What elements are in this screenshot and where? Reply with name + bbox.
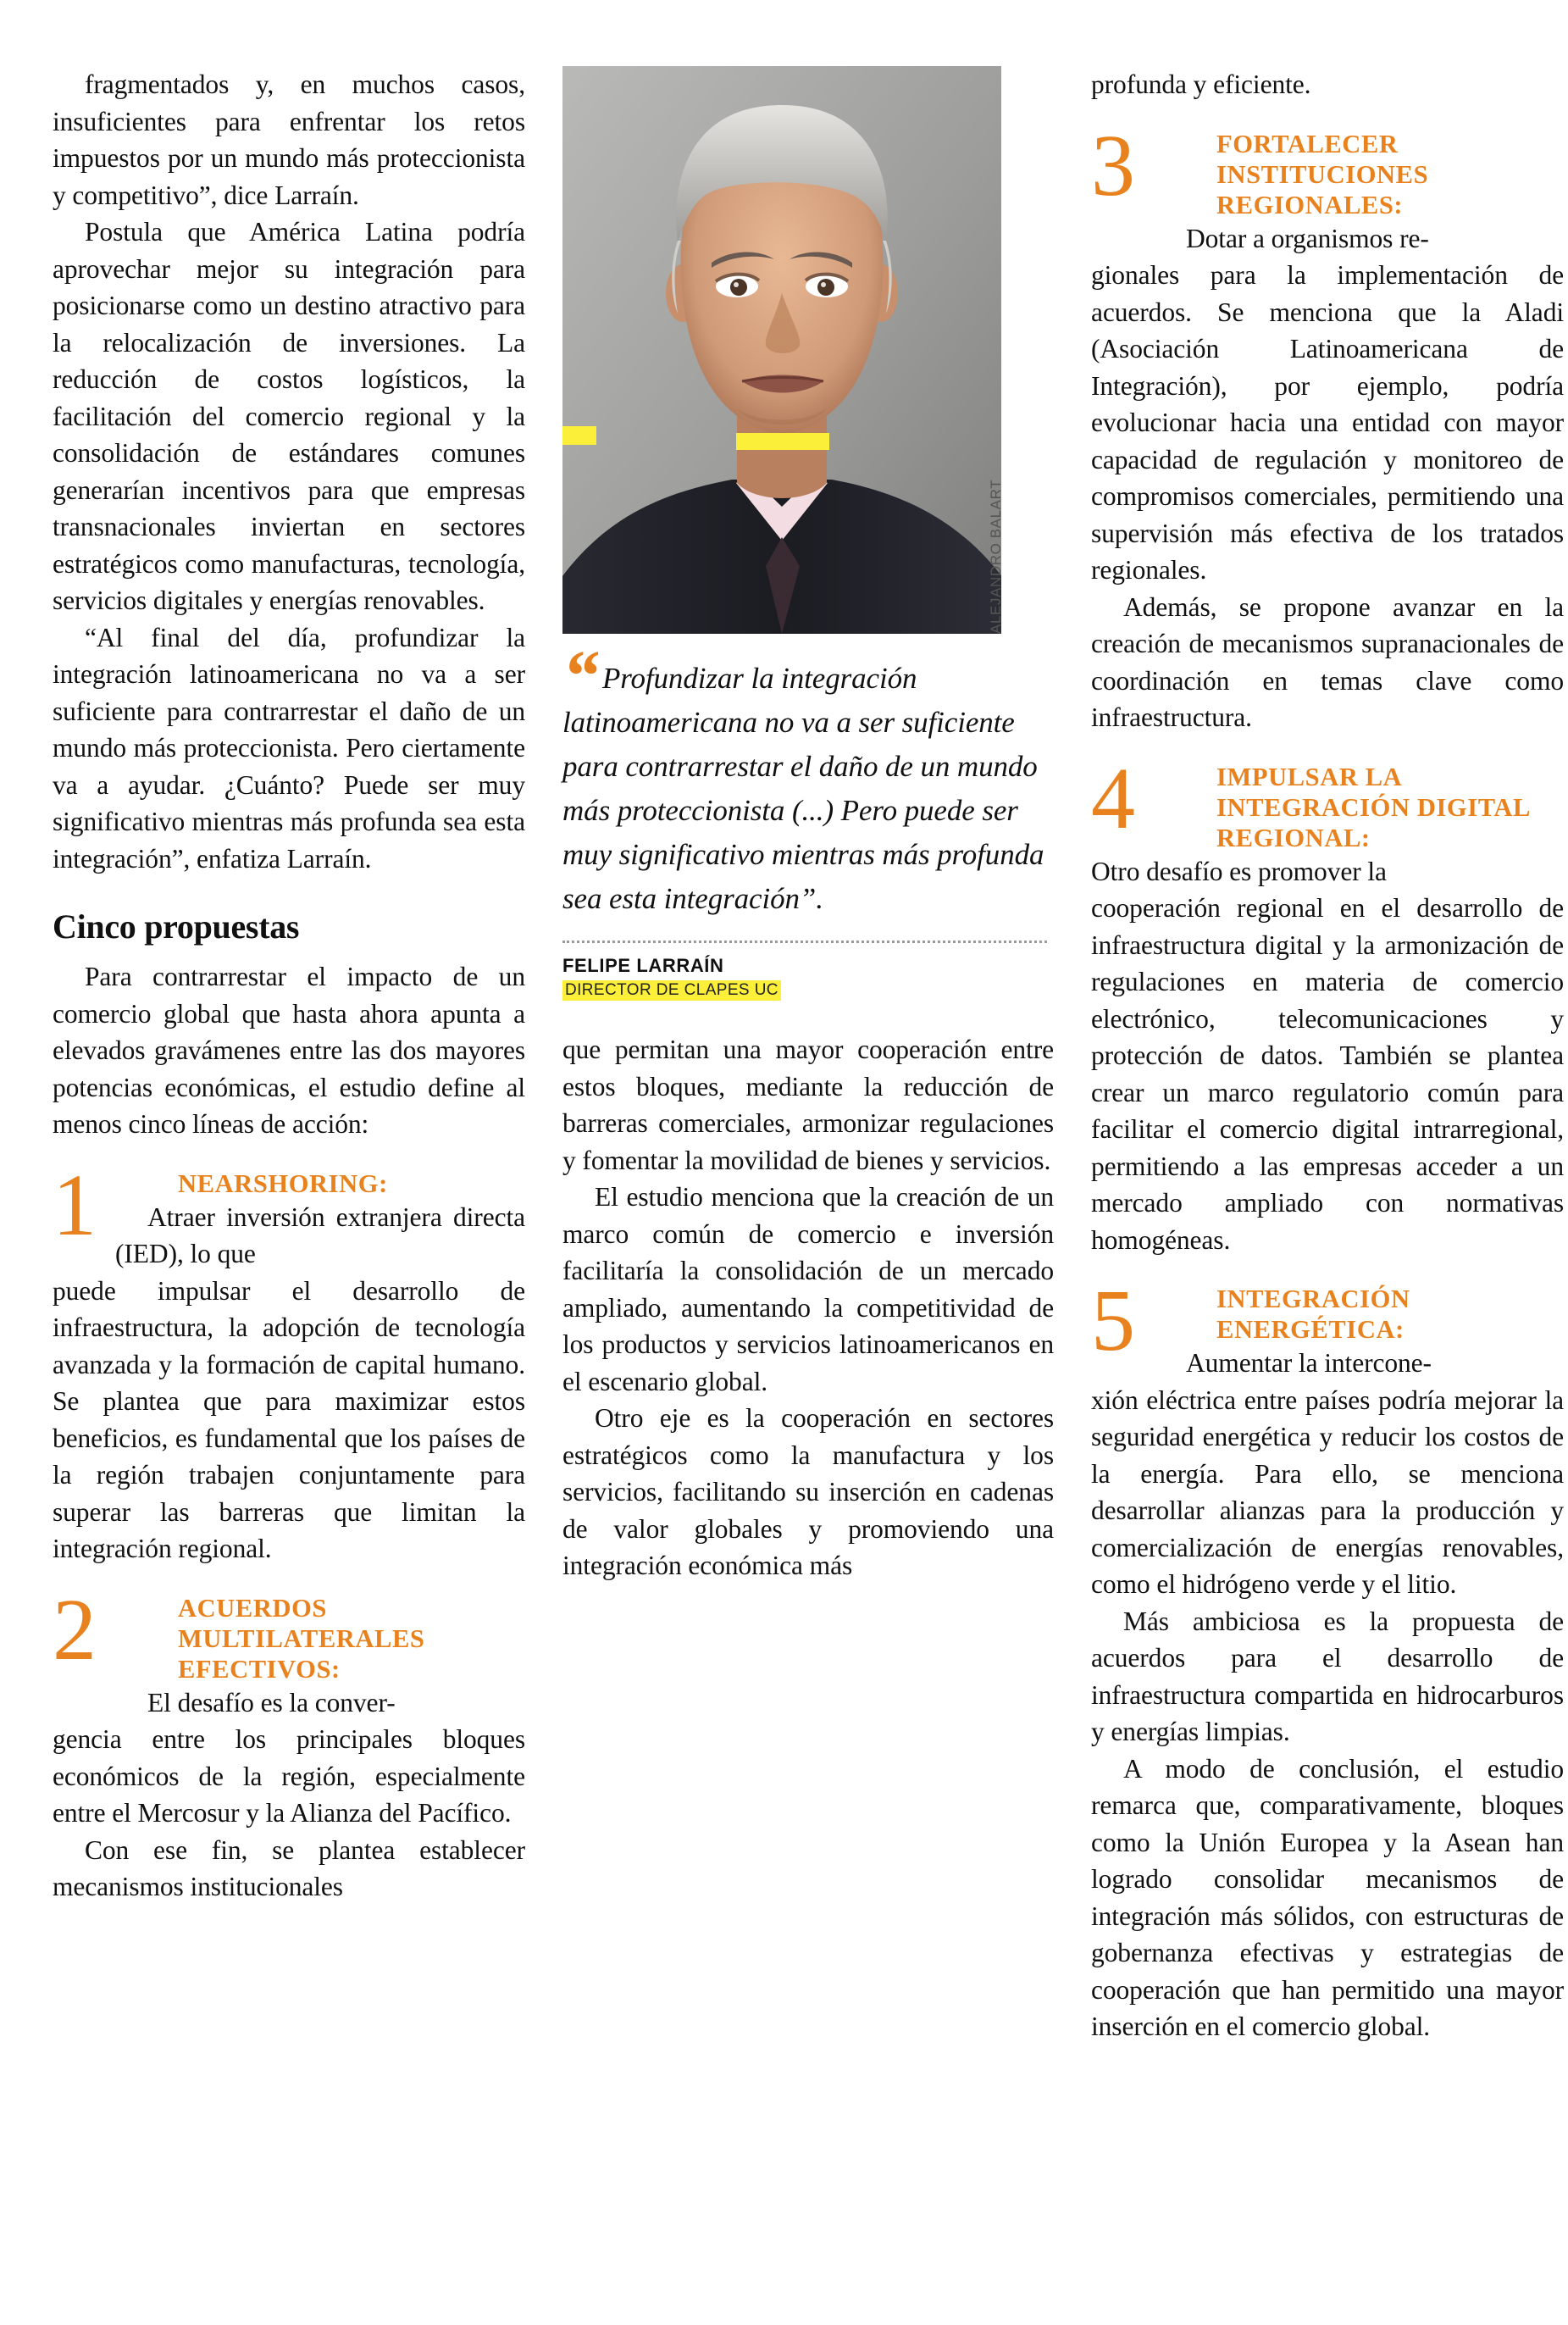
section-title: Cinco propuestas	[53, 907, 300, 946]
dotted-divider	[562, 940, 1047, 943]
paragraph: El estudio menciona que la creación de un marco común de comercio e inversión facilitaría la consolidación de un mercado ampliado, aumentando la competitividad de los productos y servicios latinoamericanos en el escenario global.	[562, 1182, 1054, 1396]
proposal-head-wrap	[53, 1168, 525, 1273]
proposal-number: 1	[53, 1156, 97, 1254]
proposal-number: 2	[53, 1580, 97, 1679]
proposal-item-5	[1091, 1272, 1564, 2045]
proposal-lead: Dotar a organismos re-	[1186, 223, 1429, 253]
proposal-body-2: Con ese fin, se plantea establecer mecanismos institucionales	[53, 1834, 525, 1901]
proposal-heading: NEARSHORING:	[178, 1168, 388, 1198]
proposal-body-2: Más ambiciosa es la propuesta de acuerdos para el desarrollo de infraestructura compartida en hidrocarburos y energías limpias.	[1091, 1606, 1564, 1746]
proposal-body-3: A modo de conclusión, el estudio remarca que, comparativamente, bloques como la Unión Europea y la Asean han logrado consolidar mecanismos de integración más sólidos, con estructuras de gobernanza efectivas y estrategias de cooperación que han permitido una mayor inserción en el comercio global.	[1091, 1753, 1564, 2041]
highlight-mark-right	[736, 433, 829, 450]
proposal-body: xión eléctrica entre países podría mejorar la seguridad energética y reducir los costos de la energía. Para ello, se menciona desarrollar alianzas para la producción y comercialización de energías renovables, como el hidrógeno verde y el litio.	[1091, 1384, 1564, 1599]
proposal-number: 5	[1091, 1272, 1135, 1369]
proposal-head-wrap	[1091, 129, 1564, 258]
paragraph: Otro eje es la cooperación en sectores estratégicos como la manufactura y los servicios, facilitando su inserción en cadenas de valor globales y promoviendo una integración económica más	[562, 1403, 1054, 1580]
proposal-head-wrap	[53, 1593, 525, 1722]
quote-mark-icon: “	[562, 635, 596, 716]
proposal-lead: El desafío es la conver-	[147, 1687, 396, 1717]
proposal-number: 3	[1091, 116, 1135, 214]
portrait-image	[562, 66, 1001, 634]
proposal-body-2: Además, se propone avanzar en la creación de mecanismos supranacionales de coordinación en temas clave como infraestructura.	[1091, 591, 1564, 732]
proposal-head-wrap	[1091, 762, 1564, 853]
pull-quote-body: Profundizar la integración latinoamericana no va a ser suficiente para contrarrestar el daño de un mundo más proteccionista (...) Pero puede ser muy significativo mientras más profunda sea esta integración”.	[562, 662, 1044, 915]
paragraph-continuation: profunda y eficiente.	[1091, 69, 1311, 99]
paragraph: que permitan una mayor cooperación entre estos bloques, mediante la reducción de barreras comerciales, armonizar regulaciones y fomentar la movilidad de bienes y servicios.	[562, 1035, 1054, 1175]
proposal-body: gionales para la implementación de acuerdos. Se menciona que la Aladi (Asociación Latinoamericana de Integración), por ejemplo, podría evolucionar hacia una entidad con mayor capacidad de regulación y monitoreo de compromisos comerciales, permitiendo una supervisión más efectiva de los tratados regionales.	[1091, 260, 1564, 585]
quote-attribution	[562, 955, 1047, 1001]
proposal-lead: Atraer inversión extranjera directa (IED), lo que	[115, 1201, 525, 1268]
pull-quote-text	[562, 635, 1047, 921]
photo-credit	[988, 380, 1028, 634]
proposal-heading: INTEGRACIÓN ENERGÉTICA:	[1216, 1285, 1410, 1344]
portrait-photo	[562, 66, 1004, 634]
photo-credit-text: ALEJANDRO BALART	[988, 479, 1004, 634]
middle-column	[562, 66, 1054, 1584]
highlight-mark-left	[562, 426, 596, 445]
proposal-body: cooperación regional en el desarrollo de infraestructura digital y la armonización de regulaciones en materia de comercio electrónico, telecomunicaciones y protección de datos. También se plantea crear un marco regulatorio común para facilitar el comercio digital intrarregional, permitiendo a las empresas acceder a un mercado ampliado con normativas homogéneas.	[1091, 893, 1564, 1255]
paragraph: fragmentados y, en muchos casos, insuficientes para enfrentar los retos impuestos por un mundo más proteccionista y competitivo”, dice Larraín.	[53, 69, 525, 210]
proposal-lead: Otro desafío es promover la	[1091, 856, 1387, 886]
three-column-layout	[53, 66, 1564, 2291]
proposal-lead: Aumentar la intercone-	[1186, 1348, 1432, 1378]
paragraph: “Al final del día, profundizar la integración latinoamericana no va a ser suficiente para contrarrestar el daño de un mundo más proteccionista. Pero ciertamente va a ayudar. ¿Cuánto? Puede ser muy significativo mientras más profunda sea esta integración”, enfatiza Larraín.	[53, 622, 525, 874]
proposal-number: 4	[1091, 749, 1135, 847]
proposal-heading: FORTALECER INSTITUCIONES REGIONALES:	[1216, 129, 1429, 219]
middle-body-text	[562, 1031, 1054, 1584]
proposal-head-wrap	[1091, 1284, 1564, 1382]
quote-author-name: FELIPE LARRAÍN	[562, 955, 724, 976]
left-column	[53, 66, 525, 1906]
paragraph-intro: Para contrarrestar el impacto de un comercio global que hasta ahora apunta a elevados gravámenes entre las dos mayores potencias económicas, el estudio define al menos cinco líneas de acción:	[53, 962, 525, 1139]
proposal-item-3	[1091, 116, 1564, 736]
proposal-heading: ACUERDOS MULTILATERALES EFECTIVOS:	[178, 1593, 425, 1684]
proposal-body: gencia entre los principales bloques económicos de la región, especialmente entre el Mercosur y la Alianza del Pacífico.	[53, 1724, 525, 1828]
proposal-body: puede impulsar el desarrollo de infraestructura, la adopción de tecnología avanzada y la formación de capital humano. Se plantea que para maximizar estos beneficios, es fundamental que los países de la región trabajen conjuntamente para superar las barreras que limitan la integración regional.	[53, 1275, 525, 1563]
portrait-illustration	[562, 66, 1001, 634]
proposal-item-4	[1091, 749, 1564, 1259]
pull-quote	[562, 635, 1054, 1001]
proposal-heading: IMPULSAR LA INTEGRACIÓN DIGITAL REGIONAL:	[1216, 762, 1530, 852]
proposal-item-2	[53, 1580, 525, 1906]
paragraph: Postula que América Latina podría aprovechar mejor su integración para posicionarse como un destino atractivo para la relocalización de inversiones. La reducción de costos logísticos, la facilitación del comercio regional y la consolidación de estándares comunes generarían incentivos para que empresas transnacionales inviertan en sectores estratégicos como manufacturas, tecnología, servicios digitales y energías renovables.	[53, 217, 525, 615]
proposal-item-1	[53, 1156, 525, 1568]
quote-author-role: DIRECTOR DE CLAPES UC	[562, 980, 781, 1001]
right-column	[1091, 66, 1564, 2045]
